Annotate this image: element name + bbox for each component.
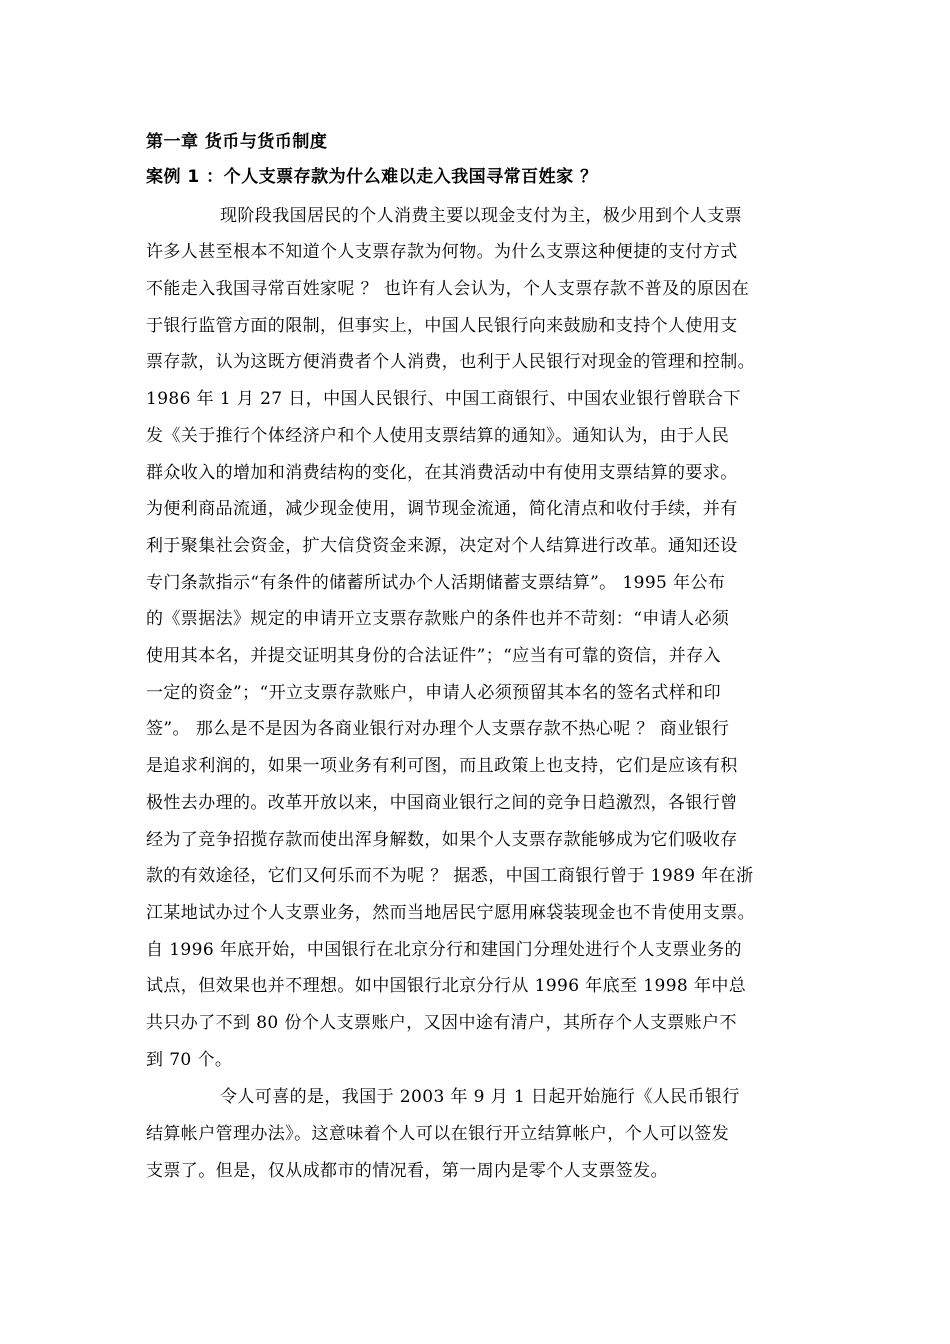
case-title: 案例 1 ：个人支票存款为什么难以走入我国寻常百姓家 ？ — [146, 167, 598, 187]
paragraph-1-line: 款的有效途径，它们又何乐而不为呢 ？ 据悉，中国工商银行曾于 1989 年在浙 — [146, 866, 754, 886]
paragraph-1-line: 经为了竞争招揽存款而使出浑身解数，如果个人支票存款能够成为它们吸收存 — [146, 830, 738, 850]
paragraph-1-line: 不能走入我国寻常百姓家呢 ？ 也许有人会认为，个人支票存款不普及的原因在 — [146, 279, 750, 299]
chapter-title: 第一章 货币与货币制度 — [146, 132, 328, 152]
paragraph-1-line: 是追求利润的，如果一项业务有利可图，而且政策上也支持，它们是应该有积 — [146, 756, 738, 776]
paragraph-1-line: 专门条款指示“有条件的储蓄所试办个人活期储蓄支票结算”。 1995 年公布 — [146, 573, 726, 593]
paragraph-1-line: 到 70 个。 — [146, 1050, 233, 1070]
paragraph-1-line: 发《关于推行个体经济户和个人使用支票结算的通知》。通知认为，由于人民 — [146, 426, 730, 446]
paragraph-1-line: 许多人甚至根本不知道个人支票存款为何物。为什么支票这种便捷的支付方式 — [146, 242, 738, 262]
paragraph-1-line: 于银行监管方面的限制，但事实上，中国人民银行向来鼓励和支持个人使用支 — [146, 316, 738, 336]
paragraph-1-line: 利于聚集社会资金，扩大信贷资金来源，决定对个人结算进行改革。通知还设 — [146, 536, 738, 556]
paragraph-1-line: 签”。 那么是不是因为各商业银行对办理个人支票存款不热心呢 ？ 商业银行 — [146, 719, 730, 739]
paragraph-2-line: 令人可喜的是，我国于 2003 年 9 月 1 日起开始施行《人民币银行 — [220, 1087, 740, 1107]
paragraph-1-line: 为便利商品流通，减少现金使用，调节现金流通，简化清点和收付手续，并有 — [146, 499, 738, 519]
paragraph-2-line: 结算帐户管理办法》。这意味着个人可以在银行开立结算帐户，个人可以签发 — [146, 1124, 730, 1144]
paragraph-1-line: 共只办了不到 80 份个人支票账户，又因中途有清户，其所存个人支票账户不 — [146, 1013, 737, 1033]
paragraph-1-line: 自 1996 年底开始，中国银行在北京分行和建国门分理处进行个人支票业务的 — [146, 940, 742, 960]
paragraph-1-line: 试点，但效果也并不理想。如中国银行北京分行从 1996 年底至 1998 年中总 — [146, 976, 747, 996]
paragraph-1-line: 群众收入的增加和消费结构的变化，在其消费活动中有使用支票结算的要求。 — [146, 463, 738, 483]
paragraph-1-line: 现阶段我国居民的个人消费主要以现金支付为主，极少用到个人支票 — [220, 206, 742, 226]
paragraph-1-line: 极性去办理的。改革开放以来，中国商业银行之间的竞争日趋激烈，各银行曾 — [146, 793, 738, 813]
paragraph-1-line: 一定的资金”；“开立支票存款账户，申请人必须预留其本名的签名式样和印 — [146, 683, 721, 703]
paragraph-1-line: 的《票据法》规定的申请开立支票存款账户的条件也并不苛刻：“申请人必须 — [146, 609, 730, 629]
paragraph-2-line: 支票了。但是，仅从成都市的情况看，第一周内是零个人支票签发。 — [146, 1161, 668, 1181]
paragraph-1-line: 1986 年 1 月 27 日，中国人民银行、中国工商银行、中国农业银行曾联合下 — [146, 389, 741, 409]
paragraph-1-line: 票存款，认为这既方便消费者个人消费，也利于人民银行对现金的管理和控制。 — [146, 352, 755, 372]
paragraph-1-line: 江某地试办过个人支票业务，然而当地居民宁愿用麻袋装现金也不肯使用支票。 — [146, 903, 755, 923]
paragraph-1-line: 使用其本名，并提交证明其身份的合法证件”；“应当有可靠的资信，并存入 — [146, 646, 721, 666]
